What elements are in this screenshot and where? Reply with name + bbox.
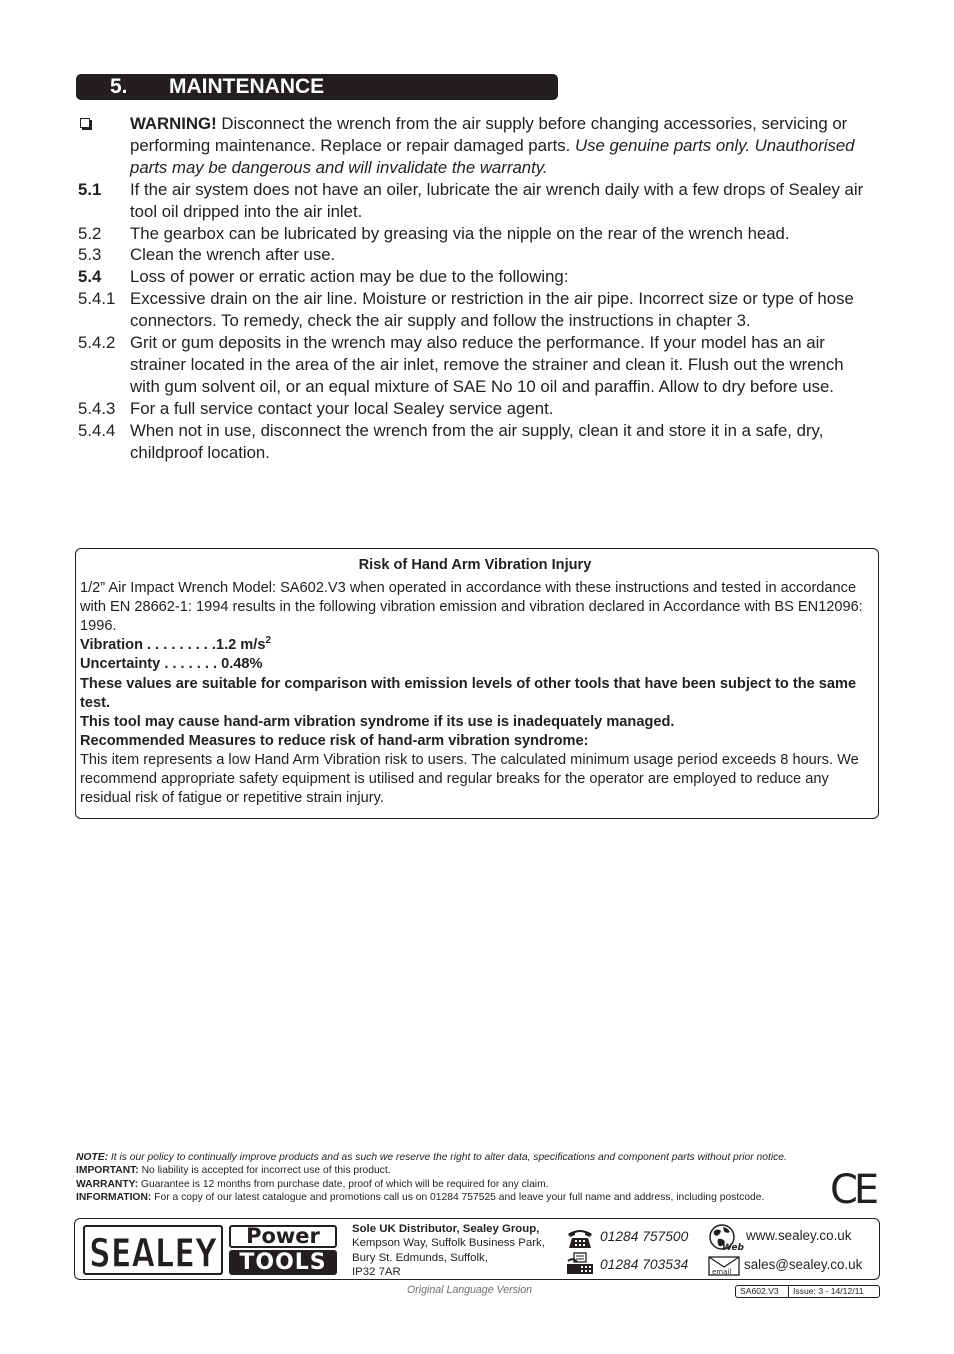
list-item	[78, 288, 878, 332]
list-item	[78, 223, 878, 245]
item-text: Grit or gum deposits in the wrench may also reduce the performance. If your model has an air strainer located in the area of the air inlet, remove the strainer and clean it. Flush out the wrench with gum solvent oil, or an equal mixture of SAE No 10 oil and paraffin. Allow to dry before use.	[130, 333, 844, 396]
brand-tools: TOOLS	[229, 1250, 337, 1275]
information-line	[76, 1191, 836, 1204]
item-text: For a full service contact your local Sealey service agent.	[130, 398, 554, 418]
fax-number: 01284 703534	[600, 1257, 689, 1272]
web-globe-icon	[708, 1222, 744, 1252]
important-line	[76, 1164, 836, 1177]
uncertainty-value: Uncertainty . . . . . . . 0.48%	[80, 656, 263, 673]
model-reference: SA602.V3	[740, 1286, 779, 1296]
measures-text: This item represents a low Hand Arm Vibration risk to users. The calculated minimum usage period exceeds 8 hours. We recommend appropriate safety equipment is utilised and regular breaks for the operator are employed to reduce any residual risk of fatigue or repetitive strain injury.	[80, 751, 859, 807]
brand-power: Power	[229, 1225, 337, 1248]
address-line: IP32 7AR	[352, 1265, 401, 1278]
important-label: IMPORTANT:	[76, 1165, 139, 1177]
sealey-logo	[83, 1225, 223, 1275]
section-header	[76, 74, 558, 100]
item-text: Loss of power or erratic action may be due to the following:	[130, 267, 569, 287]
item-text: The gearbox can be lubricated by greasing via the nipple on the rear of the wrench head.	[130, 223, 790, 243]
warning-item	[78, 113, 878, 179]
item-text: Clean the wrench after use.	[130, 245, 336, 265]
information-text: For a copy of our latest catalogue and promotions call us on 01284 757525 and leave your full name and address, including postcode.	[151, 1191, 765, 1203]
web-icon-label: Web	[722, 1243, 744, 1253]
ce-mark-icon: CE	[830, 1167, 876, 1213]
note-line	[76, 1151, 836, 1164]
section-title: MAINTENANCE	[169, 75, 325, 98]
brand-name: SEALEY	[89, 1231, 218, 1277]
list-item	[78, 179, 878, 223]
warranty-text: Guarantee is 12 months from purchase date, proof of which will be required for any claim.	[138, 1178, 549, 1190]
important-text: No liability is accepted for incorrect use of this product.	[138, 1165, 391, 1177]
list-item	[78, 244, 878, 266]
comparison-text: These values are suitable for comparison with emission levels of other tools that have been subject to the same test.	[80, 675, 857, 711]
divider	[788, 1286, 789, 1297]
item-number: 5.2	[78, 223, 102, 243]
warning-italic: Use genuine parts only. Unauthorised parts may be dangerous and will invalidate the warranty.	[130, 135, 855, 177]
measures-title: Recommended Measures to reduce risk of hand-arm vibration syndrome:	[80, 732, 589, 749]
distributor-address	[352, 1222, 545, 1279]
list-item	[78, 398, 878, 420]
fax-icon	[565, 1252, 595, 1276]
warning-label: WARNING!	[130, 114, 217, 133]
document-reference	[735, 1285, 880, 1298]
warranty-label: WARRANTY:	[76, 1178, 139, 1190]
item-text: If the air system does not have an oiler, lubricate the air wrench daily with a few drops of Sealey air tool oil dripped into the air inlet.	[130, 179, 864, 221]
item-number: 5.3	[78, 245, 102, 265]
distributor-name: Sole UK Distributor, Sealey Group,	[352, 1223, 540, 1235]
vibration-unit-exponent: 2	[265, 635, 272, 647]
item-number: 5.1	[78, 179, 102, 199]
warranty-line	[76, 1178, 836, 1191]
website-link[interactable]: www.sealey.co.uk	[746, 1228, 852, 1243]
list-item	[78, 420, 878, 464]
warning-text: Disconnect the wrench from the air supply before changing accessories, servicing or performing maintenance. Replace or repair damaged parts.	[130, 114, 848, 155]
email-link[interactable]: sales@sealey.co.uk	[744, 1257, 863, 1272]
syndrome-warning: This tool may cause hand-arm vibration syndrome if its use is inadequately managed.	[80, 713, 675, 730]
item-number: 5.4.1	[78, 289, 116, 309]
item-number: 5.4.2	[78, 333, 116, 353]
vibration-label: Vibration . . . . . . . . .1.2 m/s	[80, 637, 266, 654]
item-text: When not in use, disconnect the wrench from the air supply, clean it and store it in a safe, dry, childproof location.	[130, 420, 824, 462]
item-text: Excessive drain on the air line. Moisture or restriction in the air pipe. Incorrect size or type of hose connectors. To remedy, check the air supply and follow the instructions in chapter 3.	[130, 289, 854, 331]
issue-reference: Issue: 3 - 14/12/11	[793, 1286, 864, 1296]
item-number: 5.4	[78, 267, 102, 287]
item-number: 5.4.4	[78, 420, 116, 440]
information-label: INFORMATION:	[76, 1191, 152, 1203]
address-line: Kempson Way, Suffolk Business Park,	[352, 1237, 545, 1250]
note-text: It is our policy to continually improve products and as such we reserve the right to alter data, specifications and component parts without prior notice.	[108, 1152, 787, 1163]
legal-notes	[76, 1151, 836, 1204]
note-label: NOTE:	[76, 1152, 109, 1163]
telephone-number[interactable]: 01284 757500	[600, 1229, 689, 1244]
telephone-icon	[565, 1226, 595, 1250]
item-number: 5.4.3	[78, 398, 116, 418]
email-envelope-icon	[708, 1256, 740, 1276]
footer-contact-box	[74, 1218, 880, 1280]
vibration-info-box	[75, 548, 879, 819]
vibration-title: Risk of Hand Arm Vibration Injury	[358, 557, 592, 573]
checkbox-icon	[80, 118, 90, 128]
address-line: Bury St. Edmunds, Suffolk,	[352, 1251, 488, 1264]
vibration-intro: 1/2” Air Impact Wrench Model: SA602.V3 when operated in accordance with these instructions and tested in accordance with EN 28662-1: 1994 results in the following vibration emission and vibration declared in Accordance with BS EN12096: 1996.	[80, 580, 863, 635]
maintenance-list	[78, 113, 878, 464]
section-number: 5.	[110, 75, 128, 98]
list-item	[78, 332, 878, 398]
vibration-value	[80, 636, 870, 655]
original-language-note: Original Language Version	[407, 1284, 533, 1296]
email-icon-label: email	[712, 1268, 732, 1276]
list-item	[78, 266, 878, 288]
